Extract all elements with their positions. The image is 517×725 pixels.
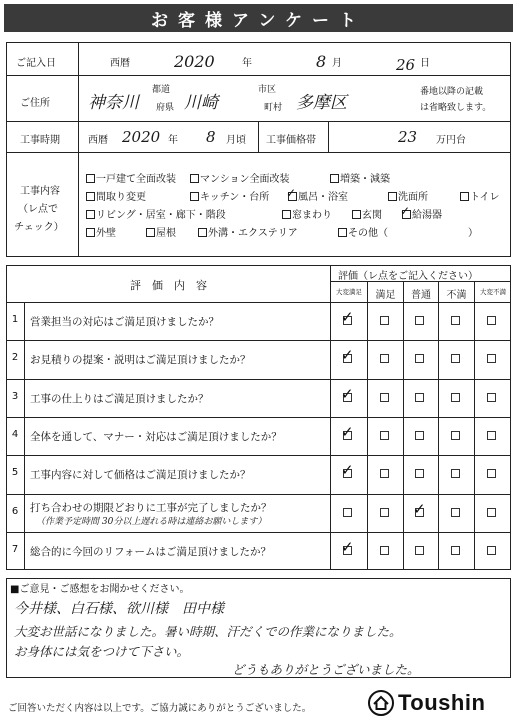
city-value: 川崎: [184, 93, 218, 113]
rating-checkbox[interactable]: [487, 354, 496, 363]
work-item-label: 外溝・エクステリア: [208, 228, 298, 239]
work-item[interactable]: [146, 224, 176, 239]
rating-header: 評価（レ点をご記入ください）: [338, 271, 478, 282]
rating-checkbox[interactable]: [415, 508, 424, 517]
question-text: 総合的に今回のリフォームはご満足頂けましたか？: [30, 545, 271, 558]
work-item-label: 洗面所: [398, 192, 428, 203]
logo-text: Toushin: [398, 690, 486, 715]
work-label: 工事内容: [20, 186, 60, 197]
work-item-checkbox[interactable]: [86, 192, 95, 201]
rating-checkbox[interactable]: [415, 393, 424, 402]
work-label-3: チェック）: [14, 222, 64, 233]
question-number: 6: [11, 505, 19, 517]
work-item-checkbox[interactable]: [190, 192, 199, 201]
work-item-label: 屋根: [156, 228, 176, 239]
col-very-dissatisfied: 大変不満: [480, 288, 506, 296]
work-item[interactable]: [402, 206, 442, 221]
work-item-checkbox[interactable]: [190, 174, 199, 183]
work-item-label: 外壁: [96, 228, 116, 239]
comment-line-4: どうもありがとうございました。: [232, 662, 420, 677]
day-label: 日: [420, 58, 430, 69]
work-item[interactable]: [190, 188, 269, 203]
rating-checkbox[interactable]: [451, 431, 460, 440]
rating-checkbox[interactable]: [343, 508, 352, 517]
form-title: お客様アンケート: [4, 4, 513, 32]
work-item-label: トイレ: [470, 192, 500, 203]
address-note-1: 番地以降の記載: [420, 87, 484, 97]
rating-checkbox[interactable]: [343, 316, 352, 325]
period-month-value: 8: [206, 128, 216, 146]
work-item-label: 間取り変更: [96, 192, 146, 203]
rating-checkbox[interactable]: [415, 431, 424, 440]
work-label-2: （レ点で: [18, 204, 58, 215]
work-item-checkbox[interactable]: [282, 210, 291, 219]
rating-checkbox[interactable]: [380, 354, 389, 363]
rating-checkbox[interactable]: [451, 393, 460, 402]
logo: [368, 690, 485, 716]
work-item-checkbox[interactable]: [402, 210, 411, 219]
work-item-label: 窓まわり: [292, 210, 332, 221]
rating-checkbox[interactable]: [415, 546, 424, 555]
rating-checkbox[interactable]: [380, 431, 389, 440]
rating-checkbox[interactable]: [487, 508, 496, 517]
work-item-checkbox[interactable]: [146, 228, 155, 237]
rating-checkbox[interactable]: [487, 469, 496, 478]
house-logo-icon: [368, 690, 394, 716]
period-label: 工事時期: [20, 135, 60, 146]
work-item[interactable]: [190, 170, 290, 185]
work-item[interactable]: [86, 206, 226, 221]
question-text: 営業担当の対応はご満足頂けましたか？: [30, 316, 219, 329]
rating-checkbox[interactable]: [415, 354, 424, 363]
rating-checkbox[interactable]: [487, 431, 496, 440]
work-item[interactable]: [460, 188, 500, 203]
work-item-checkbox[interactable]: [86, 228, 95, 237]
rating-checkbox[interactable]: [380, 316, 389, 325]
question-text: 工事内容に対して価格はご満足頂けましたか？: [30, 469, 251, 482]
work-item-label: 増築・減築: [340, 174, 390, 185]
work-item-label: その他（ ）: [348, 228, 478, 239]
question-number: 1: [11, 314, 19, 326]
period-year-label: 年: [168, 135, 178, 146]
question-text: 全体を通して、マナー・対応はご満足頂けましたか？: [30, 431, 282, 444]
work-item-checkbox[interactable]: [198, 228, 207, 237]
work-item[interactable]: [388, 188, 428, 203]
rating-checkbox[interactable]: [487, 316, 496, 325]
work-item[interactable]: [352, 206, 382, 221]
price-label: 工事価格帯: [266, 135, 316, 146]
work-item[interactable]: [330, 170, 390, 185]
price-value: 23: [398, 128, 418, 146]
entry-date-label: ご記入日: [16, 58, 56, 69]
question-number: 2: [11, 352, 19, 364]
rating-checkbox[interactable]: [343, 393, 352, 402]
era-label: 西暦: [110, 58, 130, 69]
rating-checkbox[interactable]: [380, 508, 389, 517]
col-very-satisfied: 大変満足: [336, 288, 362, 296]
question-number: 4: [11, 429, 19, 441]
rating-checkbox[interactable]: [487, 546, 496, 555]
question-number: 7: [11, 543, 19, 555]
fuken-label: 府県: [156, 103, 175, 113]
rating-checkbox[interactable]: [451, 546, 460, 555]
work-item-checkbox[interactable]: [388, 192, 397, 201]
evaluation-header: 評 価 内 容: [130, 279, 207, 292]
address-label: ご住所: [20, 98, 50, 109]
work-item-label: キッチン・台所: [200, 192, 270, 203]
rating-checkbox[interactable]: [380, 546, 389, 555]
work-item-checkbox[interactable]: [86, 174, 95, 183]
col-dissatisfied: 不満: [446, 290, 467, 301]
work-item-label: 玄関: [362, 210, 382, 221]
entry-year-value: 2020: [174, 52, 215, 71]
work-item[interactable]: [86, 224, 116, 239]
work-item-label: 風呂・浴室: [298, 192, 348, 203]
address-note-2: は省略致します。: [420, 103, 492, 113]
rating-checkbox[interactable]: [343, 469, 352, 478]
rating-checkbox[interactable]: [415, 469, 424, 478]
question-note: （作業予定時間 30分以上遅れる時は連絡お願いします）: [36, 516, 267, 527]
work-item[interactable]: [198, 224, 298, 239]
rating-checkbox[interactable]: [380, 393, 389, 402]
work-item-label: リビング・居室・廊下・階段: [96, 210, 226, 221]
rating-checkbox[interactable]: [415, 316, 424, 325]
work-item-checkbox[interactable]: [352, 210, 361, 219]
work-item-label: マンション全面改装: [200, 174, 290, 185]
work-item-label: 一戸建て全面改装: [96, 174, 176, 185]
work-item[interactable]: [338, 224, 478, 239]
rating-checkbox[interactable]: [451, 354, 460, 363]
question-text: 工事の仕上りはご満足頂けましたか？: [30, 392, 209, 405]
work-item[interactable]: [86, 188, 146, 203]
work-item[interactable]: [288, 188, 348, 203]
rating-checkbox[interactable]: [451, 469, 460, 478]
comment-line-2: 大変お世話になりました。暑い時期、汗だくでの作業になりました。: [14, 624, 402, 639]
work-item-checkbox[interactable]: [330, 174, 339, 183]
work-item-label: 給湯器: [412, 210, 442, 221]
question-text: 打ち合わせの期限どおりに工事が完了しましたか？: [30, 501, 272, 514]
todo-label: 都道: [152, 85, 171, 95]
period-era-label: 西暦: [88, 135, 108, 146]
rating-checkbox[interactable]: [380, 469, 389, 478]
price-unit: 万円台: [436, 135, 466, 146]
work-item-checkbox[interactable]: [338, 228, 347, 237]
rating-checkbox[interactable]: [343, 546, 352, 555]
work-item-checkbox[interactable]: [460, 192, 469, 201]
work-item[interactable]: [86, 170, 176, 185]
rating-checkbox[interactable]: [487, 393, 496, 402]
question-number: 5: [11, 467, 19, 479]
work-item-checkbox[interactable]: [288, 192, 297, 201]
shiku-label: 市区: [258, 85, 277, 95]
rating-checkbox[interactable]: [343, 431, 352, 440]
entry-day-value: 26: [396, 56, 416, 74]
chouson-label: 町村: [264, 103, 283, 113]
comment-line-1: 今井様、白石様、欲川様 田中様: [14, 601, 224, 617]
question-number: 3: [11, 390, 19, 402]
year-label: 年: [242, 58, 252, 69]
period-month-label: 月頃: [226, 135, 246, 146]
work-item[interactable]: [282, 206, 332, 221]
entry-month-value: 8: [316, 52, 327, 71]
prefecture-value: 神奈川: [88, 93, 139, 113]
rating-checkbox[interactable]: [451, 508, 460, 517]
rating-checkbox[interactable]: [343, 354, 352, 363]
comment-line-3: お身体には気をつけて下さい。: [14, 644, 190, 659]
col-neutral: 普通: [411, 290, 431, 301]
comments-label: ■ご意見・ご感想をお聞かせください。: [10, 584, 190, 595]
work-item-checkbox[interactable]: [86, 210, 95, 219]
period-year-value: 2020: [122, 128, 161, 146]
month-label: 月: [332, 58, 342, 69]
footer-text: ご回答いただく内容は以上です。ご協力誠にありがとうございました。: [8, 703, 312, 714]
rating-checkbox[interactable]: [451, 316, 460, 325]
ward-value: 多摩区: [296, 93, 347, 113]
col-satisfied: 満足: [375, 290, 396, 301]
question-text: お見積りの提案・説明はご満足頂けましたか？: [30, 354, 251, 367]
